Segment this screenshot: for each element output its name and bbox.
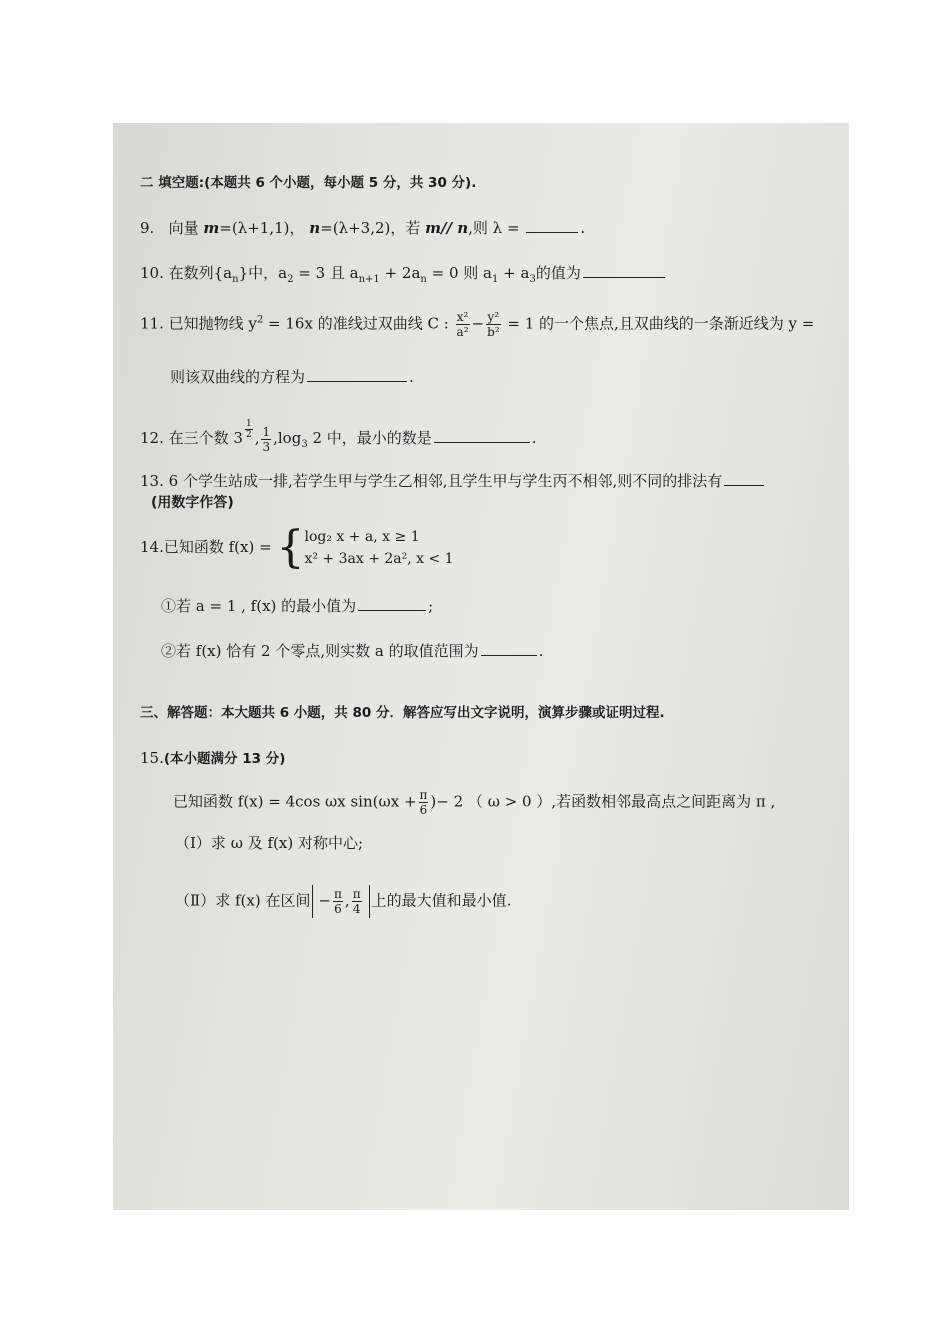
q15-part2: （Ⅱ）求 f(x) 在区间: [175, 891, 311, 910]
q11-line2: 则该双曲线的方程为: [170, 368, 306, 386]
answer-blank: [434, 428, 530, 443]
q14-part1-end: ;: [428, 597, 434, 615]
superscript: 2: [256, 314, 264, 326]
q10-text: = 0 则 a: [431, 264, 492, 282]
interval-minus: −: [318, 891, 332, 910]
q14-part2: ②若 f(x) 恰有 2 个零点,则实数 a 的取值范围为: [161, 642, 479, 660]
question-9: [140, 218, 585, 238]
q11-text: 已知抛物线 y: [168, 314, 257, 333]
q9-text-pre: 向量: [168, 219, 199, 237]
q13-text: 6 个学生站成一排,若学生甲与学生乙相邻,且学生甲与学生丙不相邻,则不同的排法有: [168, 472, 723, 490]
closed-interval: [312, 885, 369, 918]
q9-end: .: [580, 219, 586, 237]
case-1: log₂ x + a, x ≥ 1: [304, 529, 420, 545]
fraction-pi-4: $\frac{\pi}{4}$: [352, 887, 361, 916]
answer-blank: [583, 263, 665, 278]
q15-score: (本小题满分 13 分): [163, 751, 286, 767]
q10-text: + 2a: [384, 264, 421, 282]
exponent-neg-half: $\frac{1}{2}$: [245, 419, 252, 440]
piecewise-cases: [304, 526, 453, 570]
answer-blank: [526, 218, 578, 233]
q9-post: ,则 λ =: [468, 219, 520, 237]
subscript: n: [420, 274, 427, 285]
q9-m-expr: =(λ+1,1)，: [219, 219, 305, 237]
subscript: n: [232, 274, 239, 285]
vector-n: n: [309, 219, 321, 237]
fraction-one-third: $\frac{1}{3}$: [262, 424, 271, 454]
q10-text: = 3 且 a: [298, 264, 359, 282]
q10-text: 在数列{a: [168, 264, 233, 282]
answer-blank: [358, 596, 426, 611]
q12-end: .: [531, 429, 537, 447]
fraction-x2-a2: $\frac{\text{x²}}{\text{a²}}$: [456, 310, 469, 339]
fraction-y2-b2: $\frac{\text{y²}}{\text{b²}}$: [487, 310, 500, 339]
answer-blank: [307, 367, 407, 382]
subscript: 1: [492, 274, 499, 285]
interval-comma: ,: [344, 891, 350, 910]
section-heading-fill-in: 二 填空题:(本题共 6 个小题，每小题 5 分，共 30 分).: [140, 175, 477, 191]
question-14-part2: [161, 641, 543, 661]
case-2: x² + 3ax + 2a², x < 1: [304, 551, 454, 567]
question-15-part2: [175, 885, 511, 918]
question-11: [140, 310, 814, 339]
question-10: [140, 263, 667, 290]
q10-text: + a: [503, 264, 530, 282]
question-15-header: [140, 748, 285, 769]
question-13-line2: (用数字作答): [151, 495, 234, 511]
vector-m: m: [203, 219, 220, 237]
subscript: n+1: [358, 274, 380, 285]
question-15-part1: （Ⅰ）求 ω 及 f(x) 对称中心;: [175, 834, 363, 852]
q10-text: }中，a: [238, 264, 288, 282]
q12-comma: ,: [254, 429, 260, 447]
question-number: 9.: [140, 219, 155, 237]
subscript: 3: [301, 439, 308, 450]
q11-minus: −: [471, 314, 485, 333]
question-14: [140, 522, 454, 573]
exam-paper-photo: [113, 123, 849, 1210]
q14-text: 已知函数 f(x) =: [163, 538, 272, 556]
q9-n-expr: =(λ+3,2)，若: [320, 219, 421, 237]
question-number: 14.: [140, 538, 164, 556]
q10-text: 的值为: [535, 264, 581, 282]
question-number: 10.: [140, 264, 164, 282]
q11-end: .: [409, 368, 414, 386]
q11-text: = 16x 的准线过双曲线 C :: [268, 314, 449, 333]
section-heading-solutions: 三、解答题：本大题共 6 小题，共 80 分．解答应写出文字说明，演算步骤或证明过程.: [140, 705, 665, 721]
question-number: 12.: [140, 429, 164, 447]
answer-blank: [724, 471, 764, 486]
q11-text: = 1 的一个焦点,且双曲线的一条渐近线为 y =: [507, 314, 815, 333]
question-number: 11.: [140, 314, 164, 333]
q12-text: ,log: [273, 429, 302, 447]
q14-part2-end: .: [538, 642, 544, 660]
q12-text: 2 中，最小的数是: [312, 429, 432, 447]
question-11-line2: [170, 367, 414, 387]
q12-text: 在三个数 3: [168, 429, 243, 447]
subscript: 2: [287, 274, 294, 285]
q15-part2: 上的最大值和最小值.: [371, 891, 512, 910]
question-12: [140, 419, 537, 455]
question-number: 15.: [140, 749, 164, 767]
subscript: 3: [529, 274, 536, 285]
question-number: 13.: [140, 472, 164, 490]
answer-blank: [481, 641, 537, 656]
q15-text: )− 2 （ ω > 0 ）,若函数相邻最高点之间距离为 π ,: [430, 792, 776, 811]
fraction-pi-6: $\frac{\pi}{6}$: [334, 887, 342, 916]
fraction-pi-6: $\frac{\pi}{6}$: [419, 788, 428, 817]
question-13: [140, 471, 766, 491]
question-15-stem: [173, 788, 775, 817]
q14-part1: ①若 a = 1 , f(x) 的最小值为: [161, 597, 357, 615]
q15-text: 已知函数 f(x) = 4cos ωx sin(ωx +: [173, 792, 417, 811]
left-brace: {: [276, 522, 305, 573]
q9-condition: m// n: [425, 219, 469, 237]
question-14-part1: [161, 596, 433, 616]
